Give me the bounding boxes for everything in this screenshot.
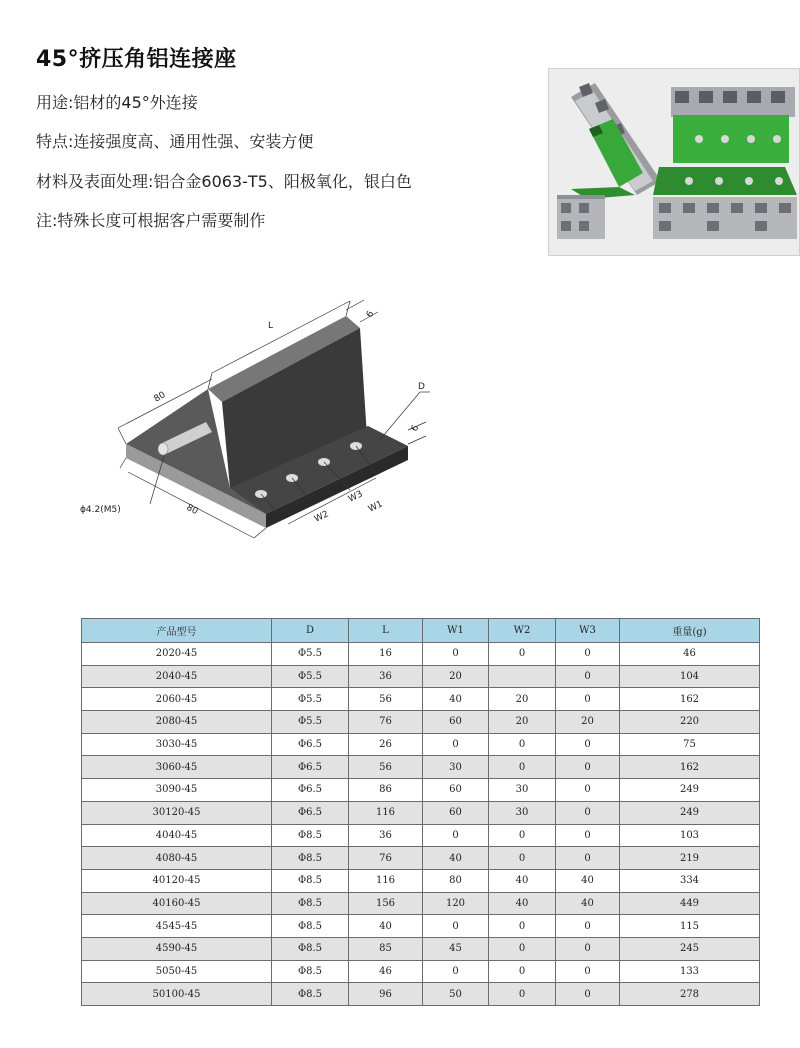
cell-weight: 162 — [620, 756, 760, 779]
col-header-w3: W3 — [556, 619, 620, 643]
cell-weight: 75 — [620, 733, 760, 756]
cell-w3: 0 — [556, 733, 620, 756]
cell-w1: 40 — [423, 847, 489, 870]
note-line: 注:特殊长度可根据客户需要制作 — [36, 211, 266, 230]
cell-w3: 0 — [556, 960, 620, 983]
cell-w3: 0 — [556, 847, 620, 870]
spec-table — [81, 618, 760, 1006]
col-header-d: D — [272, 619, 349, 643]
cell-l: 36 — [349, 665, 423, 688]
cell-w1: 30 — [423, 756, 489, 779]
cell-w2: 20 — [489, 688, 556, 711]
cell-w3: 0 — [556, 688, 620, 711]
cell-weight: 219 — [620, 847, 760, 870]
cell-l: 46 — [349, 960, 423, 983]
table-row — [82, 847, 760, 870]
cell-w2: 30 — [489, 801, 556, 824]
cell-w2: 0 — [489, 960, 556, 983]
cell-w1: 60 — [423, 779, 489, 802]
cell-d: Φ8.5 — [272, 937, 349, 960]
cell-weight: 46 — [620, 643, 760, 666]
table-row — [82, 665, 760, 688]
rod-end — [158, 443, 168, 455]
cell-d: Φ6.5 — [272, 756, 349, 779]
table-row — [82, 960, 760, 983]
features-line: 特点:连接强度高、通用性强、安装方便 — [36, 132, 314, 151]
cell-model: 50100-45 — [82, 983, 272, 1006]
cell-l: 56 — [349, 756, 423, 779]
cell-w2 — [489, 665, 556, 688]
table-row — [82, 869, 760, 892]
cell-w2: 0 — [489, 937, 556, 960]
cell-w3: 40 — [556, 892, 620, 915]
cell-d: Φ8.5 — [272, 869, 349, 892]
cell-d: Φ5.5 — [272, 711, 349, 734]
table-header-row — [82, 619, 760, 643]
cell-model: 2060-45 — [82, 688, 272, 711]
cell-d: Φ5.5 — [272, 665, 349, 688]
cell-d: Φ6.5 — [272, 733, 349, 756]
table-row — [82, 711, 760, 734]
cell-w1: 60 — [423, 711, 489, 734]
cell-model: 2040-45 — [82, 665, 272, 688]
cell-model: 3090-45 — [82, 779, 272, 802]
cell-weight: 115 — [620, 915, 760, 938]
cell-w1: 0 — [423, 733, 489, 756]
dim-label-W2: W2 — [312, 509, 331, 525]
cell-model: 30120-45 — [82, 801, 272, 824]
cell-weight: 249 — [620, 801, 760, 824]
cell-weight: 278 — [620, 983, 760, 1006]
cell-w2: 20 — [489, 711, 556, 734]
cell-d: Φ8.5 — [272, 824, 349, 847]
table-row — [82, 779, 760, 802]
cell-w3: 0 — [556, 915, 620, 938]
cell-l: 116 — [349, 801, 423, 824]
cell-l: 76 — [349, 847, 423, 870]
table-row — [82, 756, 760, 779]
cell-model: 4080-45 — [82, 847, 272, 870]
cell-l: 156 — [349, 892, 423, 915]
cell-w3: 0 — [556, 824, 620, 847]
cell-w1: 120 — [423, 892, 489, 915]
cell-w1: 0 — [423, 824, 489, 847]
cell-weight: 220 — [620, 711, 760, 734]
table-row — [82, 733, 760, 756]
cell-weight: 245 — [620, 937, 760, 960]
cell-w2: 0 — [489, 733, 556, 756]
cell-w1: 45 — [423, 937, 489, 960]
cell-model: 4040-45 — [82, 824, 272, 847]
cell-weight: 334 — [620, 869, 760, 892]
cell-l: 86 — [349, 779, 423, 802]
cell-weight: 162 — [620, 688, 760, 711]
cell-w3: 0 — [556, 937, 620, 960]
usage-line: 用途:铝材的45°外连接 — [36, 93, 198, 112]
dim-label-top-thickness: 6 — [364, 309, 377, 320]
cell-w3: 40 — [556, 869, 620, 892]
cell-model: 40120-45 — [82, 869, 272, 892]
cell-w2: 30 — [489, 779, 556, 802]
cell-w1: 40 — [423, 688, 489, 711]
cell-w1: 80 — [423, 869, 489, 892]
table-row — [82, 892, 760, 915]
cell-weight: 133 — [620, 960, 760, 983]
table-row — [82, 983, 760, 1006]
product-photo — [548, 68, 800, 256]
product-photo-art — [549, 69, 800, 256]
cell-l: 26 — [349, 733, 423, 756]
cell-model: 5050-45 — [82, 960, 272, 983]
cell-w3: 0 — [556, 665, 620, 688]
table-row — [82, 643, 760, 666]
table-row — [82, 688, 760, 711]
cell-w2: 40 — [489, 892, 556, 915]
cell-w1: 50 — [423, 983, 489, 1006]
cell-d: Φ8.5 — [272, 915, 349, 938]
cell-w3: 0 — [556, 643, 620, 666]
dim-label-W1: W1 — [366, 499, 385, 515]
dim-label-L: L — [268, 321, 274, 331]
cell-w3: 20 — [556, 711, 620, 734]
dim-label-hole: ϕ4.2(M5) — [80, 505, 121, 515]
col-header-model: 产品型号 — [82, 619, 272, 643]
dim-label-D: D — [418, 382, 425, 392]
cell-d: Φ6.5 — [272, 801, 349, 824]
dim-label-side-thickness: 6 — [409, 423, 422, 434]
cell-model: 4590-45 — [82, 937, 272, 960]
cell-w3: 0 — [556, 756, 620, 779]
table-row — [82, 824, 760, 847]
cell-w1: 60 — [423, 801, 489, 824]
cell-w2: 0 — [489, 983, 556, 1006]
cell-model: 3060-45 — [82, 756, 272, 779]
cell-w2: 0 — [489, 847, 556, 870]
cell-l: 40 — [349, 915, 423, 938]
cell-w2: 0 — [489, 824, 556, 847]
cell-model: 2020-45 — [82, 643, 272, 666]
material-line: 材料及表面处理:铝合金6063-T5、阳极氧化，银白色 — [36, 172, 412, 191]
cell-model: 3030-45 — [82, 733, 272, 756]
table-body — [82, 643, 760, 1006]
cell-w1: 0 — [423, 960, 489, 983]
table-row — [82, 937, 760, 960]
dim-label-width-top: 80 — [152, 390, 168, 405]
cell-model: 4545-45 — [82, 915, 272, 938]
cell-model: 2080-45 — [82, 711, 272, 734]
cell-d: Φ5.5 — [272, 688, 349, 711]
page-title: 45°挤压角铝连接座 — [36, 47, 237, 72]
table-row — [82, 801, 760, 824]
cell-l: 96 — [349, 983, 423, 1006]
cell-w3: 0 — [556, 779, 620, 802]
col-header-w2: W2 — [489, 619, 556, 643]
cell-weight: 249 — [620, 779, 760, 802]
cell-l: 116 — [349, 869, 423, 892]
table-row — [82, 915, 760, 938]
col-header-l: L — [349, 619, 423, 643]
cell-weight: 103 — [620, 824, 760, 847]
cell-l: 56 — [349, 688, 423, 711]
cell-d: Φ8.5 — [272, 847, 349, 870]
technical-drawing — [78, 276, 470, 574]
cell-w1: 0 — [423, 915, 489, 938]
cell-w2: 40 — [489, 869, 556, 892]
cell-model: 40160-45 — [82, 892, 272, 915]
cell-w2: 0 — [489, 756, 556, 779]
cell-w3: 0 — [556, 983, 620, 1006]
cell-l: 36 — [349, 824, 423, 847]
cell-l: 85 — [349, 937, 423, 960]
cell-d: Φ8.5 — [272, 960, 349, 983]
dim-label-width-bottom: 80 — [184, 502, 200, 518]
cell-w1: 20 — [423, 665, 489, 688]
cell-d: Φ8.5 — [272, 892, 349, 915]
col-header-w1: W1 — [423, 619, 489, 643]
cell-l: 16 — [349, 643, 423, 666]
cell-d: Φ5.5 — [272, 643, 349, 666]
cell-d: Φ8.5 — [272, 983, 349, 1006]
cell-l: 76 — [349, 711, 423, 734]
cell-weight: 104 — [620, 665, 760, 688]
cell-w1: 0 — [423, 643, 489, 666]
cell-w2: 0 — [489, 643, 556, 666]
cell-d: Φ6.5 — [272, 779, 349, 802]
cell-weight: 449 — [620, 892, 760, 915]
col-header-weight: 重量(g) — [620, 619, 760, 643]
cell-w3: 0 — [556, 801, 620, 824]
cell-w2: 0 — [489, 915, 556, 938]
dim-label-W3: W3 — [346, 489, 365, 505]
